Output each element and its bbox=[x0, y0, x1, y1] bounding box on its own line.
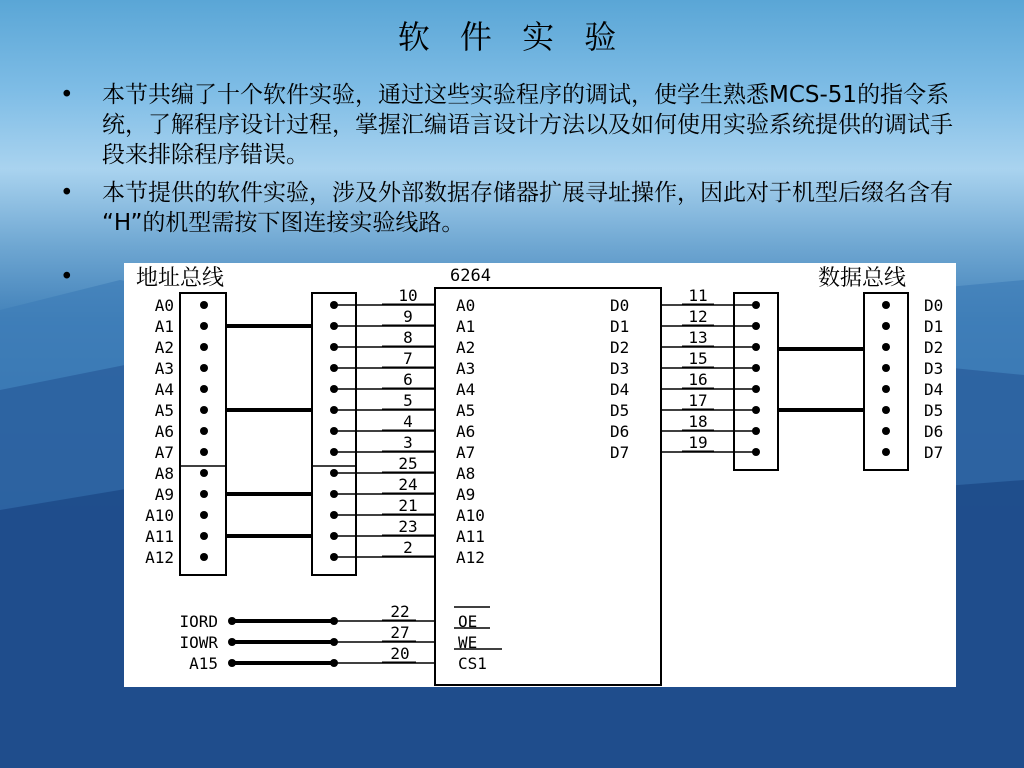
chip-data-label: D2 bbox=[610, 338, 630, 357]
address-pin-dot bbox=[200, 343, 208, 351]
chip-control-label: CS1 bbox=[458, 654, 487, 673]
pin-number: 16 bbox=[688, 370, 708, 389]
data-label: D4 bbox=[924, 380, 944, 399]
data-jumper-dot bbox=[752, 406, 760, 414]
chip-data-label: D5 bbox=[610, 401, 630, 420]
bullet-text: 本节共编了十个软件实验，通过这些实验程序的调试，使学生熟悉MCS-51的指令系统，了解程序设计过程，掌握汇编语言设计方法以及如何使用实验系统提供的调试手段来排除程序错误。 bbox=[102, 82, 953, 168]
chip-address-label: A5 bbox=[456, 401, 476, 420]
pin-number: 8 bbox=[403, 328, 413, 347]
data-jumper-dot bbox=[752, 427, 760, 435]
data-pin-dot bbox=[882, 343, 890, 351]
data-label: D6 bbox=[924, 422, 944, 441]
address-pin-dot bbox=[200, 448, 208, 456]
address-pin-dot bbox=[200, 385, 208, 393]
pin-number: 5 bbox=[403, 391, 413, 410]
address-label: A5 bbox=[154, 401, 174, 420]
pin-number: 7 bbox=[403, 349, 413, 368]
bullet-symbol: • bbox=[60, 180, 74, 206]
pin-number: 20 bbox=[390, 644, 410, 663]
data-label: D3 bbox=[924, 359, 944, 378]
chip-data-label: D4 bbox=[610, 380, 630, 399]
chip-address-label: A10 bbox=[456, 506, 485, 525]
address-label: A2 bbox=[154, 338, 174, 357]
pin-number: 2 bbox=[403, 538, 413, 557]
data-pin-dot bbox=[882, 364, 890, 372]
pin-number: 11 bbox=[688, 286, 708, 305]
bullet-item bbox=[60, 178, 960, 238]
wiring-diagram-svg bbox=[124, 263, 956, 687]
chip-control-label: OE bbox=[458, 612, 478, 631]
address-label: A7 bbox=[154, 443, 174, 462]
chip-data-label: D0 bbox=[610, 296, 630, 315]
data-jumper-dot bbox=[752, 322, 760, 330]
pin-number: 27 bbox=[390, 623, 410, 642]
data-pin-dot bbox=[882, 406, 890, 414]
address-bus-title: 地址总线 bbox=[136, 266, 225, 291]
pin-number: 15 bbox=[688, 349, 708, 368]
chip-address-label: A12 bbox=[456, 548, 485, 567]
pin-number: 21 bbox=[398, 496, 418, 515]
chip-data-label: D7 bbox=[610, 443, 630, 462]
pin-number: 10 bbox=[398, 286, 418, 305]
chip-address-label: A4 bbox=[456, 380, 476, 399]
bullet-text: 本节提供的软件实验，涉及外部数据存储器扩展寻址操作，因此对于机型后缀名含有 “H”的机型需按下图连接实验线路。 bbox=[102, 180, 953, 236]
chip-address-label: A7 bbox=[456, 443, 476, 462]
address-label: A6 bbox=[154, 422, 174, 441]
pin-number: 4 bbox=[403, 412, 413, 431]
data-pin-dot bbox=[882, 301, 890, 309]
address-pin-dot bbox=[200, 322, 208, 330]
pin-number: 9 bbox=[403, 307, 413, 326]
bullet-symbol: • bbox=[60, 82, 74, 108]
data-pin-dot bbox=[882, 322, 890, 330]
bullet-symbol: • bbox=[60, 264, 74, 290]
pin-number: 22 bbox=[390, 602, 410, 621]
address-label: A8 bbox=[154, 464, 174, 483]
chip-address-label: A6 bbox=[456, 422, 476, 441]
chip-address-label: A11 bbox=[456, 527, 485, 546]
address-pin-dot bbox=[200, 553, 208, 561]
address-pin-dot bbox=[200, 364, 208, 372]
pin-number: 18 bbox=[688, 412, 708, 431]
data-jumper-dot bbox=[752, 343, 760, 351]
chip-address-label: A0 bbox=[456, 296, 476, 315]
address-label: A9 bbox=[154, 485, 174, 504]
address-label: A4 bbox=[154, 380, 174, 399]
address-pin-dot bbox=[200, 511, 208, 519]
pin-number: 12 bbox=[688, 307, 708, 326]
pin-number: 23 bbox=[398, 517, 418, 536]
pin-number: 19 bbox=[688, 433, 708, 452]
slide-title: 软 件 实 验 bbox=[397, 18, 627, 56]
data-pin-dot bbox=[882, 448, 890, 456]
chip-data-label: D1 bbox=[610, 317, 630, 336]
data-pin-dot bbox=[882, 385, 890, 393]
wiring-diagram bbox=[124, 263, 956, 687]
address-pin-dot bbox=[200, 427, 208, 435]
address-pin-dot bbox=[200, 469, 208, 477]
pin-number: 25 bbox=[398, 454, 418, 473]
chip-address-label: A1 bbox=[456, 317, 476, 336]
chip-address-label: A2 bbox=[456, 338, 476, 357]
chip-control-label: WE bbox=[458, 633, 478, 652]
address-pin-dot bbox=[200, 406, 208, 414]
pin-number: 3 bbox=[403, 433, 413, 452]
address-label: A11 bbox=[145, 527, 174, 546]
data-connector-box bbox=[864, 293, 908, 470]
chip-address-label: A9 bbox=[456, 485, 476, 504]
address-pin-dot bbox=[200, 532, 208, 540]
chip-data-label: D6 bbox=[610, 422, 630, 441]
control-label: IOWR bbox=[179, 633, 218, 652]
data-jumper-dot bbox=[752, 301, 760, 309]
pin-number: 17 bbox=[688, 391, 708, 410]
data-label: D2 bbox=[924, 338, 944, 357]
control-label: IORD bbox=[179, 612, 218, 631]
data-label: D5 bbox=[924, 401, 944, 420]
pin-number: 24 bbox=[398, 475, 418, 494]
data-jumper-dot bbox=[752, 364, 760, 372]
control-label: A15 bbox=[189, 654, 218, 673]
data-label: D1 bbox=[924, 317, 944, 336]
chip-data-label: D3 bbox=[610, 359, 630, 378]
data-label: D0 bbox=[924, 296, 944, 315]
chip-address-label: A8 bbox=[456, 464, 476, 483]
address-label: A1 bbox=[154, 317, 174, 336]
data-pin-dot bbox=[882, 427, 890, 435]
address-label: A12 bbox=[145, 548, 174, 567]
address-label: A0 bbox=[154, 296, 174, 315]
data-jumper-box bbox=[734, 293, 778, 470]
bullet-item bbox=[60, 80, 960, 170]
data-label: D7 bbox=[924, 443, 944, 462]
address-pin-dot bbox=[200, 490, 208, 498]
pin-number: 6 bbox=[403, 370, 413, 389]
address-label: A10 bbox=[145, 506, 174, 525]
data-jumper-dot bbox=[752, 385, 760, 393]
address-pin-dot bbox=[200, 301, 208, 309]
data-bus-title: 数据总线 bbox=[818, 266, 907, 291]
chip-title: 6264 bbox=[450, 266, 491, 286]
chip-address-label: A3 bbox=[456, 359, 476, 378]
data-jumper-dot bbox=[752, 448, 760, 456]
address-label: A3 bbox=[154, 359, 174, 378]
pin-number: 13 bbox=[688, 328, 708, 347]
